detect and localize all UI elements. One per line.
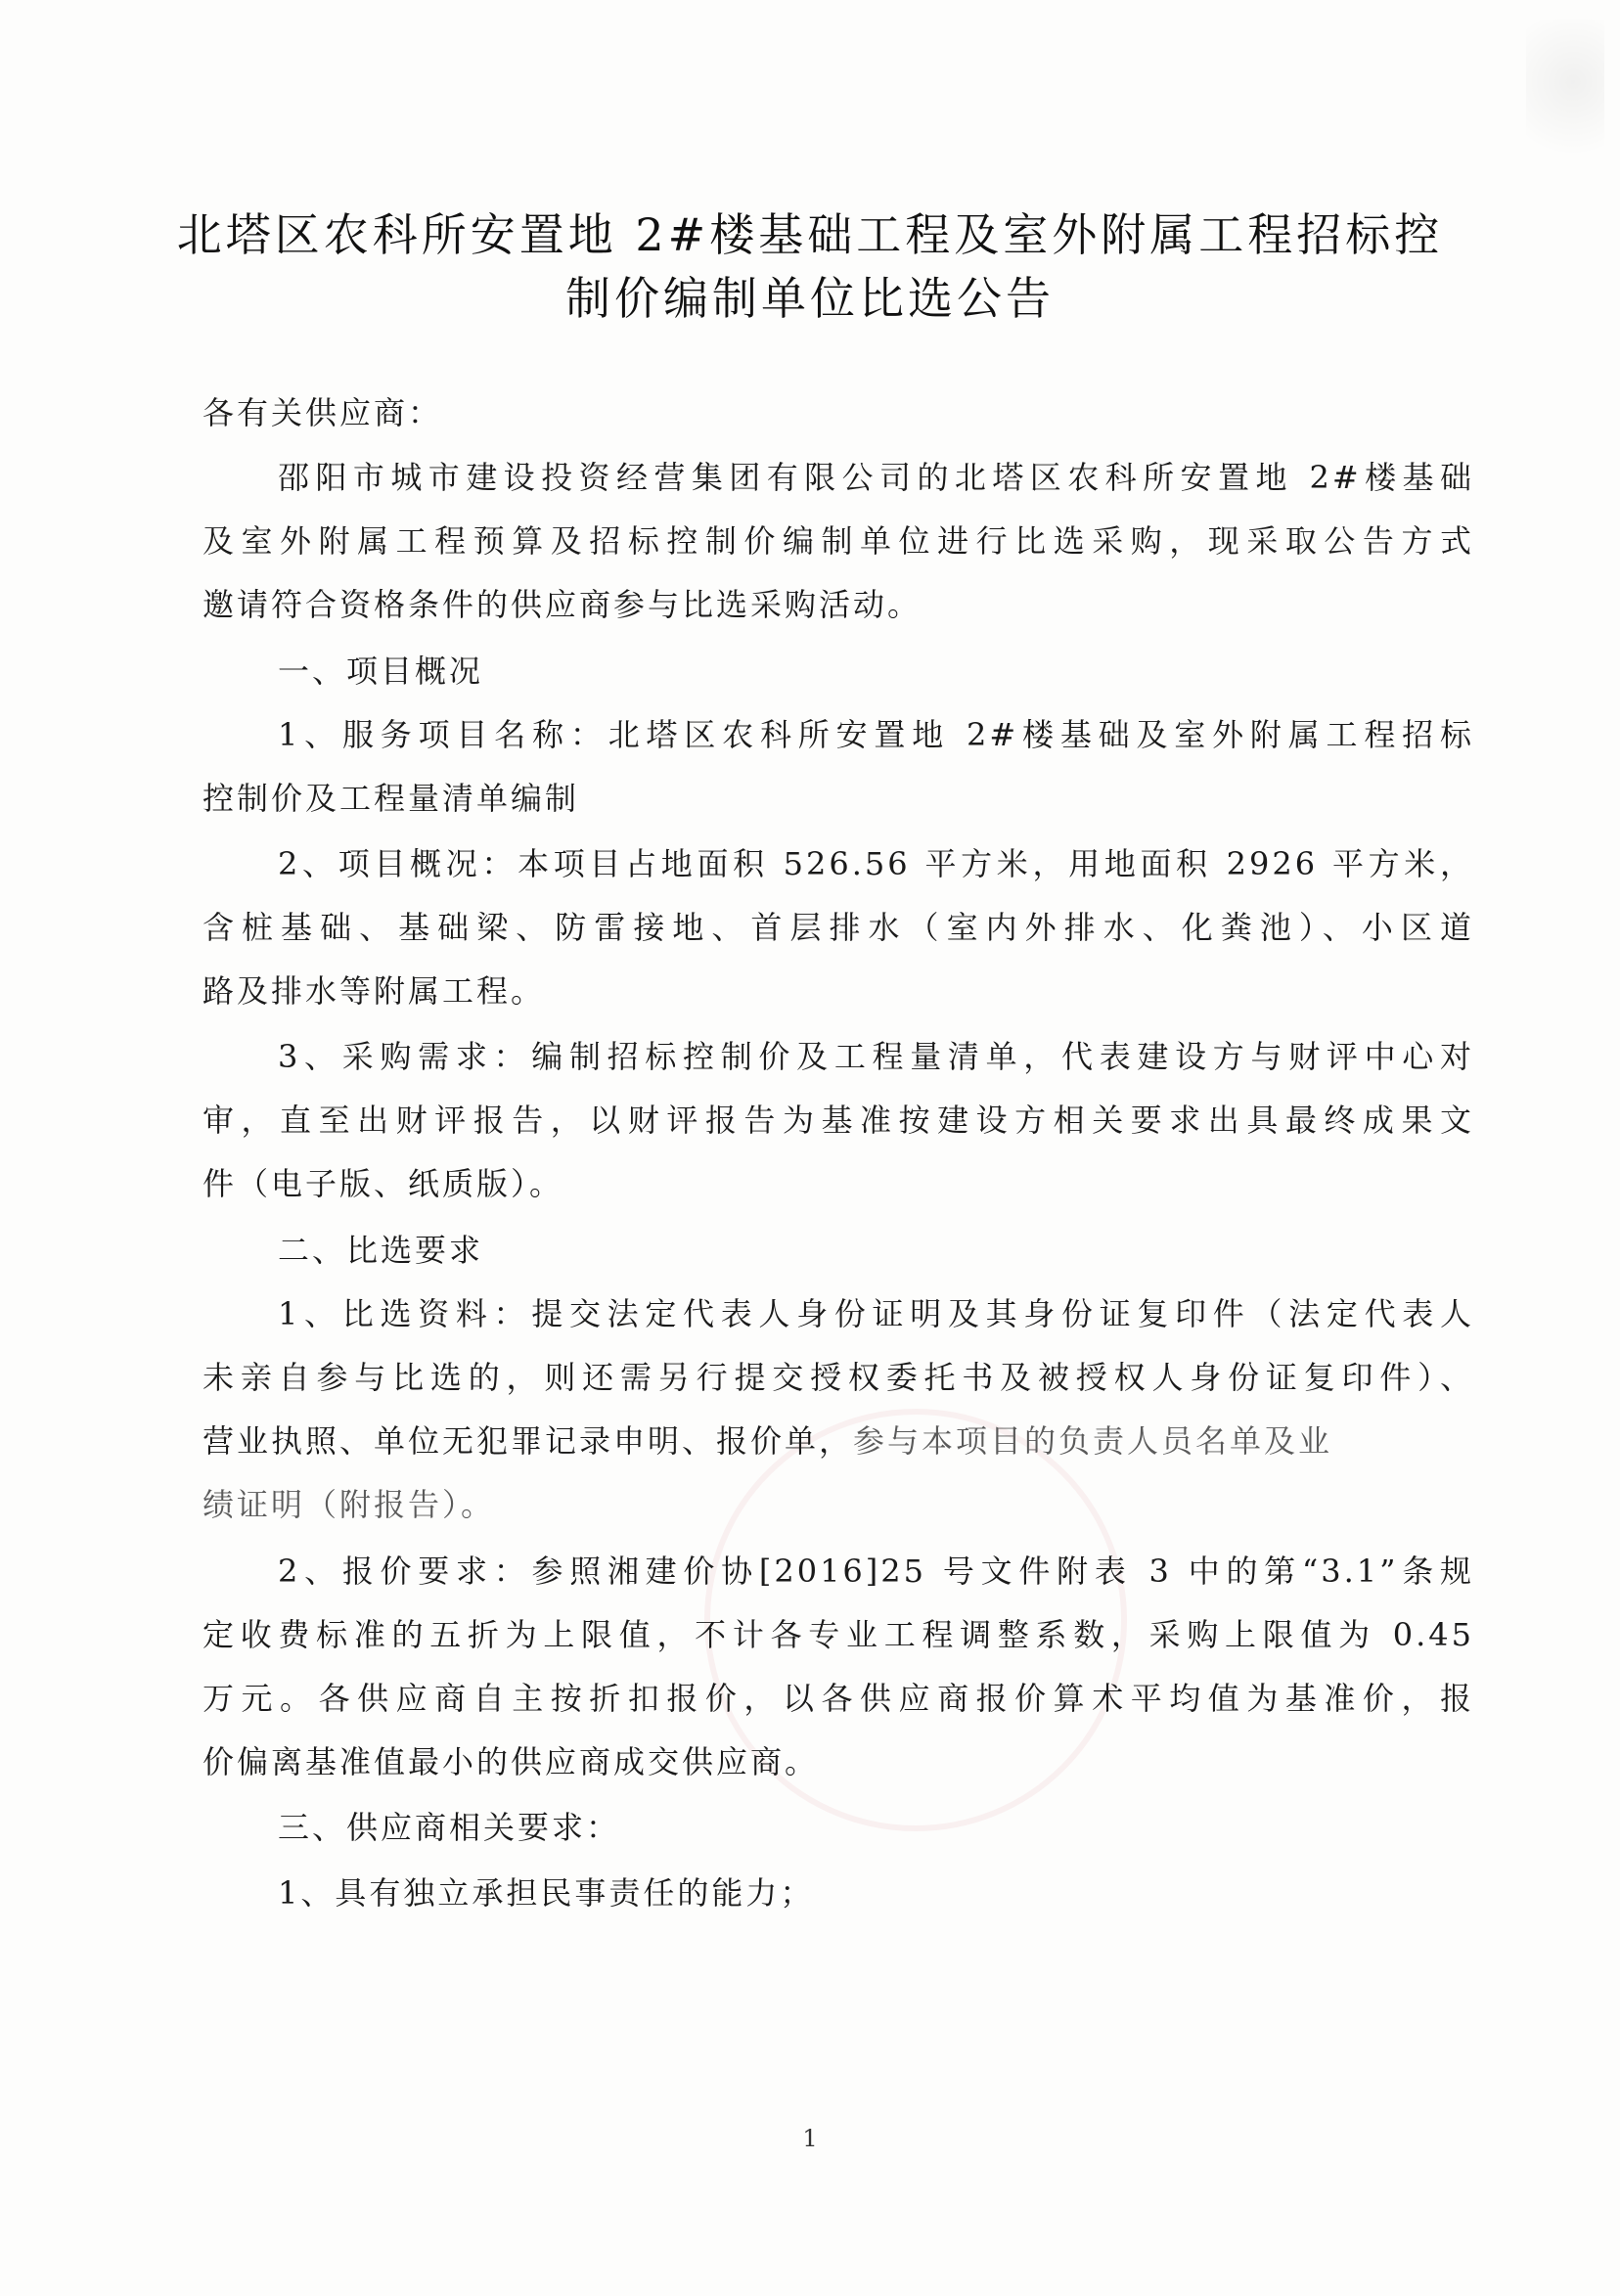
paragraph-line: 未亲自参与比选的，则还需另行提交授权委托书及被授权人身份证复印件）、 bbox=[202, 1359, 1474, 1396]
intro-line: 邀请符合资格条件的供应商参与比选采购活动。 bbox=[202, 586, 922, 623]
paragraph-line: 1、服务项目名称：北塔区农科所安置地 2#楼基础及室外附属工程招标 bbox=[278, 716, 1474, 753]
paragraph-line: 件（电子版、纸质版）。 bbox=[202, 1165, 564, 1202]
paragraph-line: 万元。各供应商自主按折扣报价，以各供应商报价算术平均值为基准价，报 bbox=[202, 1680, 1474, 1717]
intro-line: 邵阳市城市建设投资经营集团有限公司的北塔区农科所安置地 2#楼基础 bbox=[278, 459, 1474, 496]
paragraph-segment: 营业执照、单位无犯罪记录申明、报价单， bbox=[202, 1422, 854, 1460]
paragraph-line: 含桩基础、基础梁、防雷接地、首层排水（室内外排水、化粪池）、小区道 bbox=[202, 909, 1474, 946]
paragraph-line: 定收费标准的五折为上限值，不计各专业工程调整系数，采购上限值为 0.45 bbox=[202, 1616, 1474, 1653]
scan-artifact bbox=[1526, 20, 1604, 176]
paragraph-segment-faded: 参与本项目的负责人员名单及业 bbox=[853, 1422, 1333, 1460]
paragraph-line: 绩证明（附报告）。 bbox=[202, 1486, 496, 1523]
paragraph-line: 2、项目概况：本项目占地面积 526.56 平方米，用地面积 2926 平方米， bbox=[278, 845, 1474, 882]
paragraph-line: 1、比选资料：提交法定代表人身份证明及其身份证复印件（法定代表人 bbox=[278, 1295, 1474, 1332]
salutation: 各有关供应商： bbox=[202, 394, 443, 431]
paragraph-line: 价偏离基准值最小的供应商成交供应商。 bbox=[202, 1743, 820, 1780]
paragraph-line: 路及排水等附属工程。 bbox=[202, 972, 546, 1010]
paragraph-line: 2、报价要求：参照湘建价协[2016]25 号文件附表 3 中的第“3.1”条规 bbox=[278, 1553, 1474, 1590]
section-heading: 二、比选要求 bbox=[278, 1232, 484, 1269]
title-line-2: 制价编制单位比选公告 bbox=[565, 272, 1055, 325]
paragraph-line: 1、具有独立承担民事责任的能力； bbox=[278, 1874, 815, 1912]
section-heading: 三、供应商相关要求： bbox=[278, 1809, 621, 1846]
paragraph-line: 控制价及工程量清单编制 bbox=[202, 780, 580, 817]
page-number: 1 bbox=[802, 2125, 818, 2152]
title-line-1: 北塔区农科所安置地 2#楼基础工程及室外附属工程招标控 bbox=[176, 208, 1444, 261]
paragraph-line: 3、采购需求：编制招标控制价及工程量清单，代表建设方与财评中心对 bbox=[278, 1038, 1474, 1075]
section-heading: 一、项目概况 bbox=[278, 653, 484, 690]
paragraph-line: 审，直至出财评报告，以财评报告为基准按建设方相关要求出具最终成果文 bbox=[202, 1102, 1474, 1139]
paragraph-line bbox=[202, 1419, 1474, 1463]
intro-line: 及室外附属工程预算及招标控制价编制单位进行比选采购，现采取公告方式 bbox=[202, 522, 1474, 560]
